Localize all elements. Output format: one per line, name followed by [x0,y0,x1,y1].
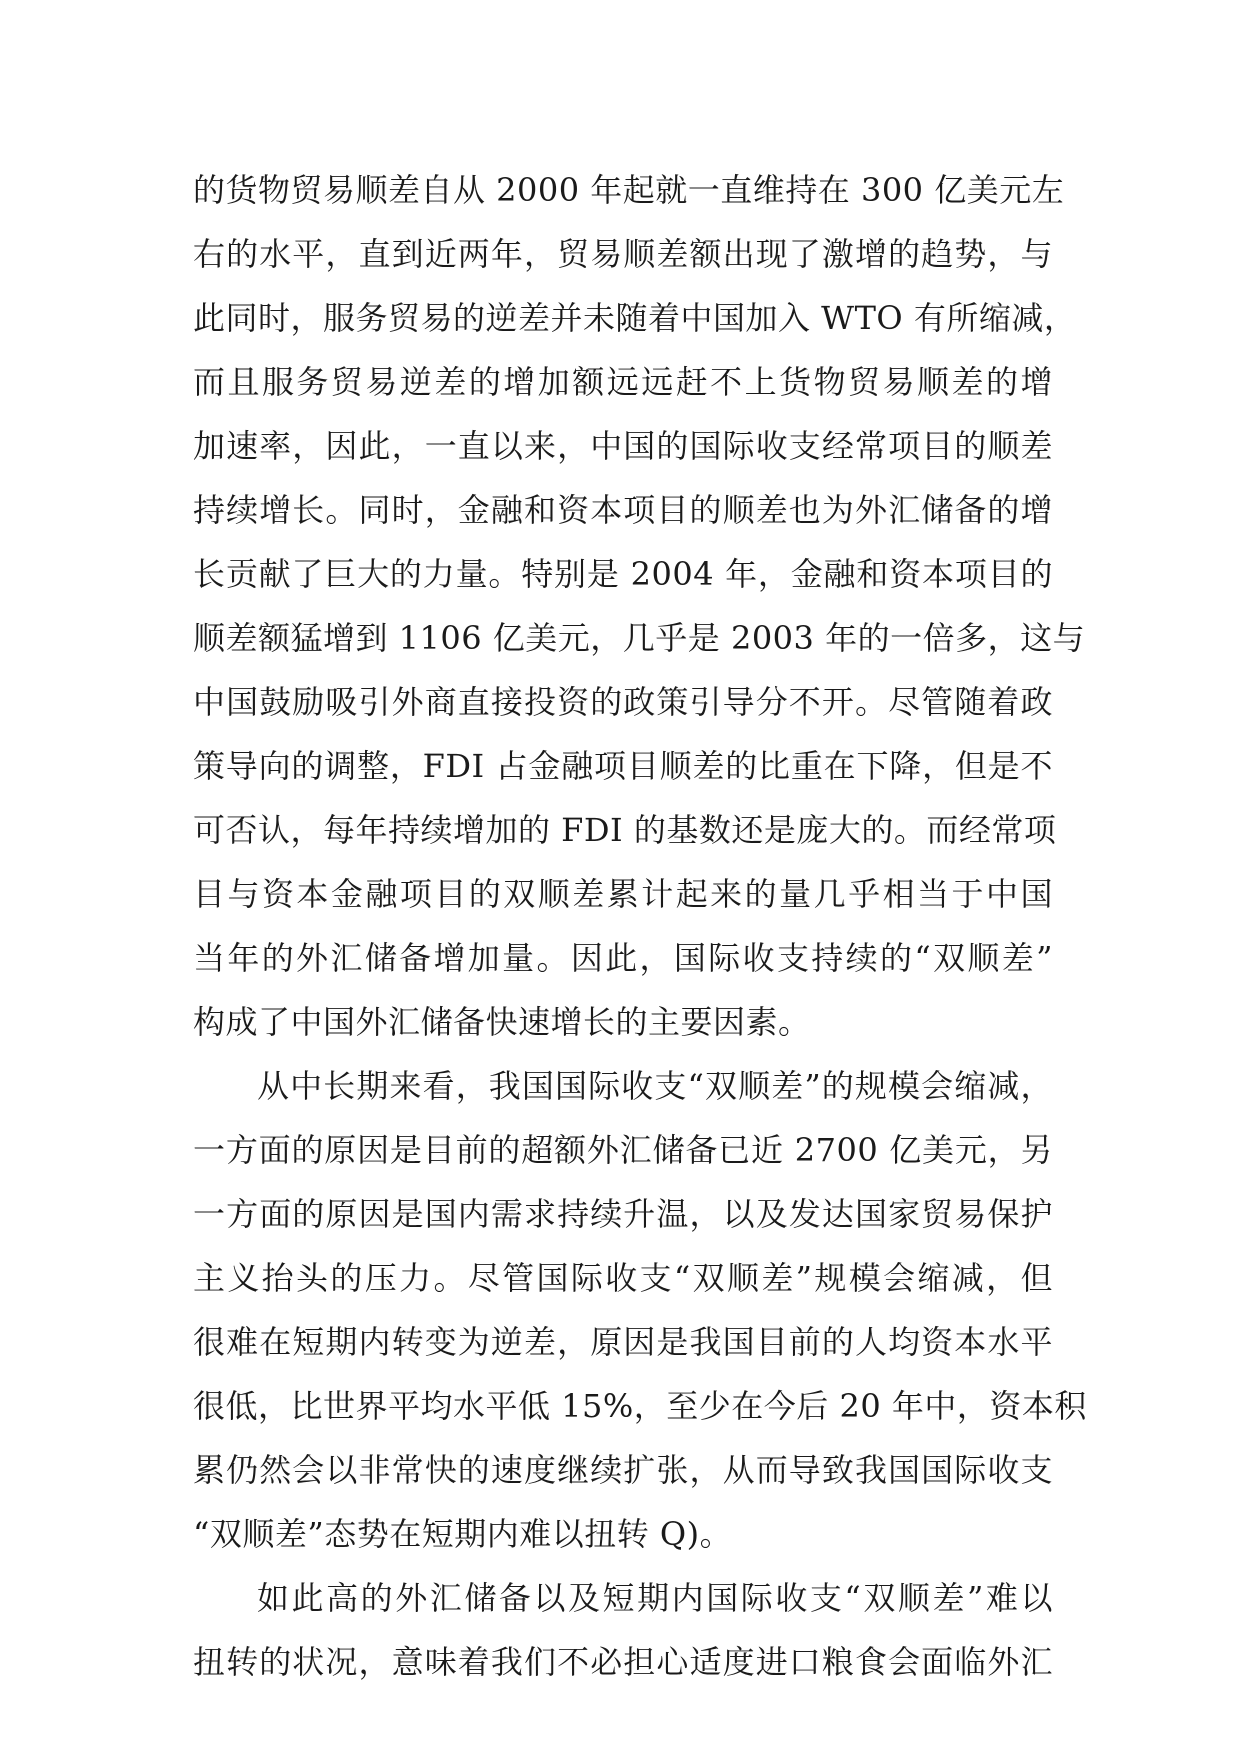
text-line: 右的水平，直到近两年，贸易顺差额出现了激增的趋势，与 [193,235,1053,273]
text-line: 此同时，服务贸易的逆差并未随着中国加入 WTO 有所缩减， [193,299,1077,337]
paragraph-end-line: “双顺差”态势在短期内难以扭转 Q)。 [193,1515,733,1553]
text-line: 的货物贸易顺差自从 2000 年起就一直维持在 300 亿美元左 [193,171,1065,209]
text-line: 累仍然会以非常快的速度继续扩张，从而导致我国国际收支 [193,1451,1053,1489]
text-line: 很低，比世界平均水平低 15%，至少在今后 20 年中，资本积 [193,1387,1087,1425]
text-line: 中国鼓励吸引外商直接投资的政策引导分不开。尽管随着政 [193,683,1053,721]
paragraph-start-line: 如此高的外汇储备以及短期内国际收支“双顺差”难以 [257,1579,1053,1617]
text-line: 主义抬头的压力。尽管国际收支“双顺差”规模会缩减，但 [193,1259,1053,1297]
text-line: 而且服务贸易逆差的增加额远远赶不上货物贸易顺差的增 [193,363,1053,401]
text-line: 目与资本金融项目的双顺差累计起来的量几乎相当于中国 [193,875,1053,913]
text-line: 当年的外汇储备增加量。因此，国际收支持续的“双顺差” [193,939,1053,977]
text-line: 很难在短期内转变为逆差，原因是我国目前的人均资本水平 [193,1323,1053,1361]
text-line: 可否认，每年持续增加的 FDI 的基数还是庞大的。而经常项 [193,811,1057,849]
text-line: 策导向的调整，FDI 占金融项目顺差的比重在下降，但是不 [193,747,1053,785]
text-line: 顺差额猛增到 1106 亿美元，几乎是 2003 年的一倍多，这与 [193,619,1086,657]
paragraph-start-line: 从中长期来看，我国国际收支“双顺差”的规模会缩减， [257,1067,1053,1105]
body-text [193,158,1087,1694]
paragraph-end-line: 构成了中国外汇储备快速增长的主要因素。 [193,1003,811,1041]
text-line: 一方面的原因是目前的超额外汇储备已近 2700 亿美元，另 [193,1131,1053,1169]
text-line: 加速率，因此，一直以来，中国的国际收支经常项目的顺差 [193,427,1053,465]
text-line: 长贡献了巨大的力量。特别是 2004 年，金融和资本项目的 [193,555,1053,593]
text-line: 持续增长。同时，金融和资本项目的顺差也为外汇储备的增 [193,491,1053,529]
text-line: 扭转的状况，意味着我们不必担心适度进口粮食会面临外汇 [193,1643,1053,1681]
text-line: 一方面的原因是国内需求持续升温，以及发达国家贸易保护 [193,1195,1053,1233]
